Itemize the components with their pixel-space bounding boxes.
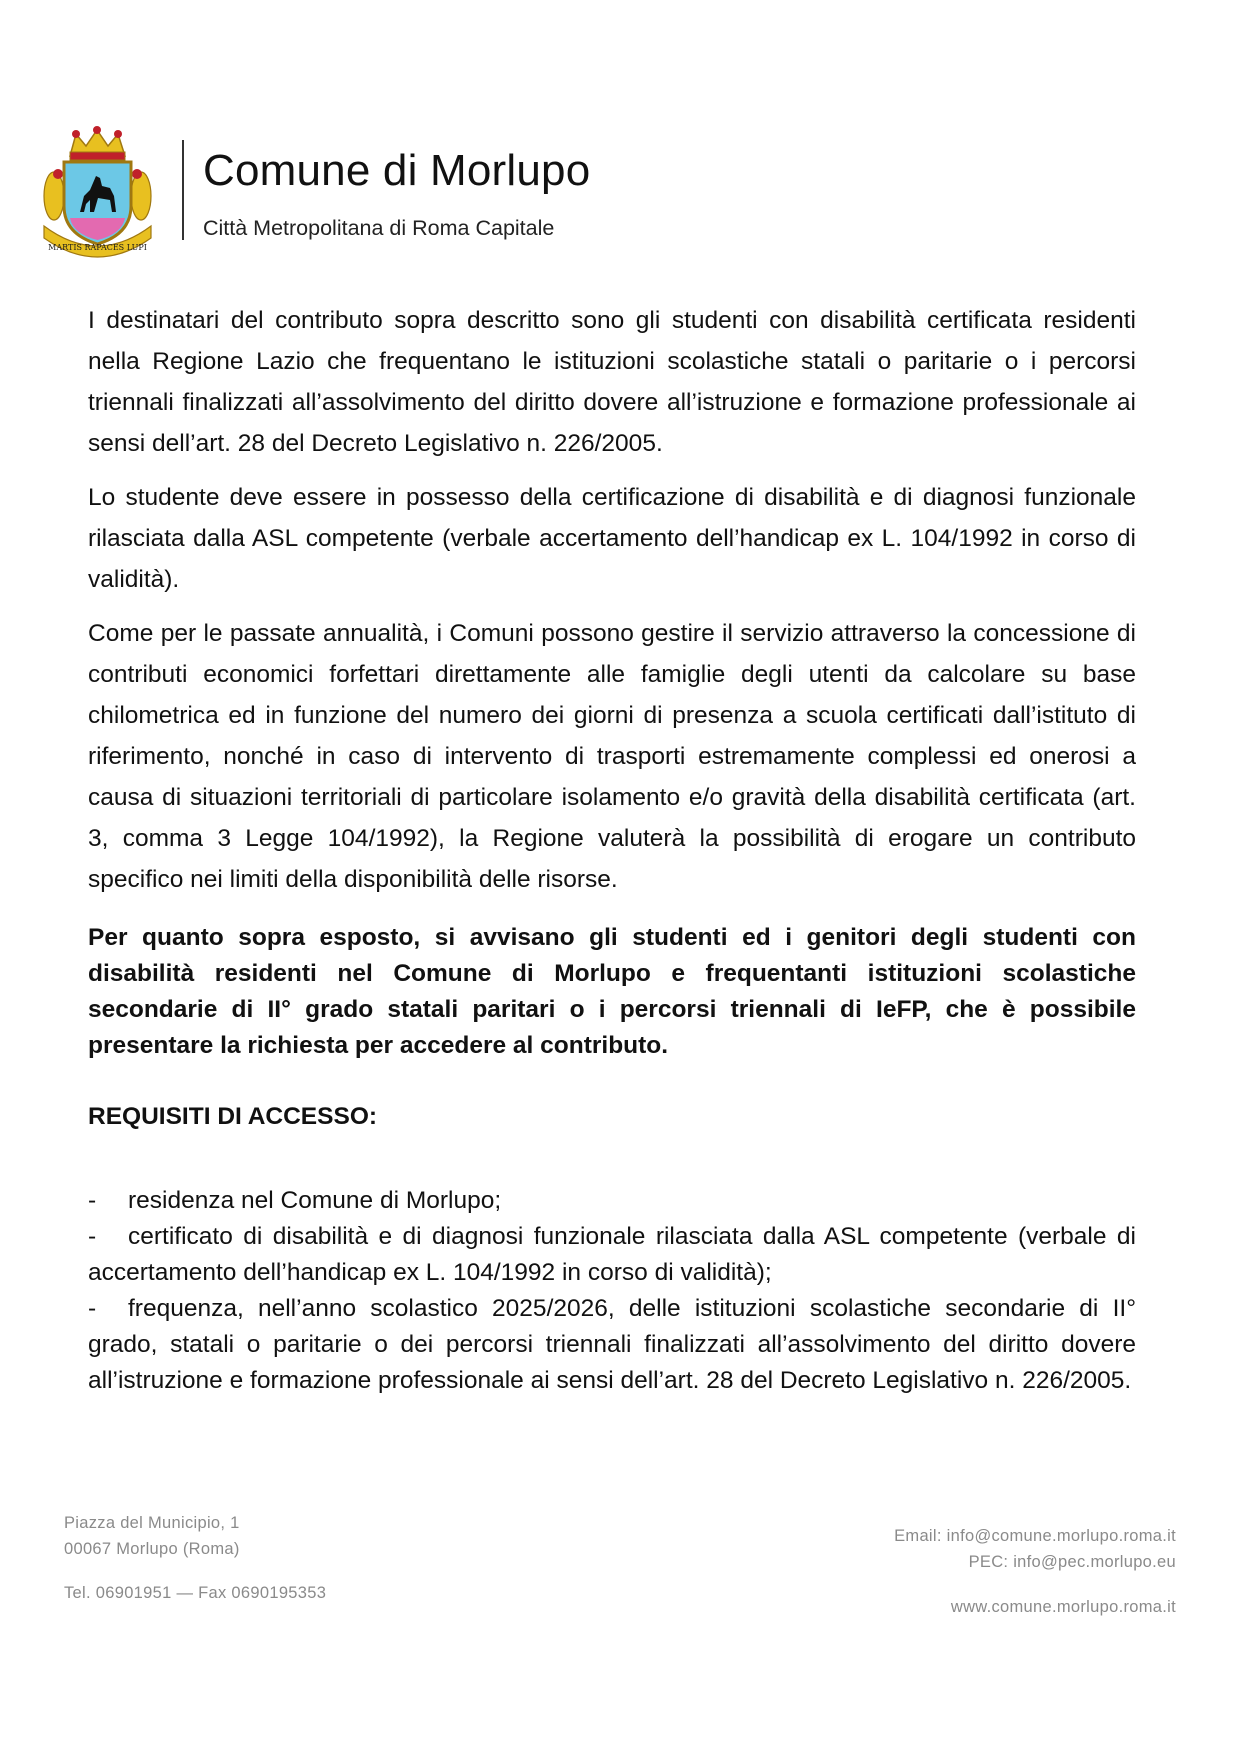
address-line-2: 00067 Morlupo (Roma) [64, 1540, 240, 1558]
list-item [88, 1183, 1136, 1219]
list-dash: - [88, 1295, 97, 1322]
requirements-heading: REQUISITI DI ACCESSO: [88, 1103, 378, 1130]
crest-motto: MARTIS RAPACES LUPI [48, 243, 147, 252]
municipal-crest-logo [40, 126, 155, 260]
list-item [88, 1219, 1136, 1291]
page-title: Comune di Morlupo [203, 146, 591, 195]
footer-phone [64, 1580, 326, 1606]
list-dash: - [88, 1187, 97, 1214]
paragraph-recipients: I destinatari del contributo sopra descritto sono gli studenti con disabilità certificata residenti nella Regione Lazio che frequentano le istituzioni scolastiche statali o paritarie o i percorsi triennali finalizzati all’assolvimento del diritto dovere all’istruzione e formazione professionale ai sensi dell’art. 28 del Decreto Legislativo n. 226/2005. [88, 307, 1136, 457]
pec-link[interactable]: PEC: info@pec.morlupo.eu [968, 1553, 1176, 1571]
list-item [88, 1291, 1136, 1399]
requirement-attendance: frequenza, nell’anno scolastico 2025/2026, delle istituzioni scolastiche secondarie di II° grado, statali o paritarie o dei percorsi triennali finalizzati all’assolvimento del diritto dovere all’istruzione e formazione professionale ai sensi dell’art. 28 del Decreto Legislativo n. 226/2005. [88, 1295, 1136, 1394]
page-subtitle: Città Metropolitana di Roma Capitale [203, 216, 555, 240]
website-link[interactable]: www.comune.morlupo.roma.it [950, 1598, 1176, 1616]
email-link[interactable]: Email: info@comune.morlupo.roma.it [894, 1527, 1176, 1545]
address-line-1: Piazza del Municipio, 1 [64, 1514, 240, 1532]
bold-notice: Per quanto sopra esposto, si avvisano gli studenti ed i genitori degli studenti con disabilità residenti nel Comune di Morlupo e frequentanti istituzioni scolastiche secondarie di II° grado statali paritari o i percorsi triennali di IeFP, che è possibile presentare la richiesta per accedere al contributo. [88, 924, 1136, 1059]
document-body [88, 300, 1136, 1399]
header-divider [182, 140, 184, 240]
requirement-certificate: certificato di disabilità e di diagnosi funzionale rilasciata dalla ASL competente (verbale di accertamento dell’handicap ex L. 104/1992 in corso di validità); [88, 1223, 1136, 1286]
footer-website [951, 1594, 1176, 1620]
footer-address [64, 1510, 240, 1562]
crown-icon [70, 126, 125, 160]
requirements-list [88, 1183, 1136, 1399]
list-dash: - [88, 1223, 97, 1250]
paragraph-certification: Lo studente deve essere in possesso della certificazione di disabilità e di diagnosi funzionale rilasciata dalla ASL competente (verbale accertamento dell’handicap ex L. 104/1992 in corso di validità). [88, 484, 1136, 593]
paragraph-contributions: Come per le passate annualità, i Comuni possono gestire il servizio attraverso la concessione di contributi economici forfettari direttamente alle famiglie degli utenti da calcolare su base chilometrica ed in funzione del numero dei giorni di presenza a scuola certificati dall’istituto di riferimento, nonché in caso di intervento di trasporti estremamente complessi ed onerosi a causa di situazioni territoriali di particolare isolamento e/o gravità della disabilità certificata (art. 3, comma 3 Legge 104/1992), la Regione valuterà la possibilità di erogare un contributo specifico nei limiti della disponibilità delle risorse. [88, 620, 1136, 893]
footer-contacts [894, 1523, 1176, 1575]
phone-fax: Tel. 06901951 — Fax 0690195353 [64, 1584, 327, 1602]
requirement-residence: residenza nel Comune di Morlupo; [128, 1187, 502, 1214]
